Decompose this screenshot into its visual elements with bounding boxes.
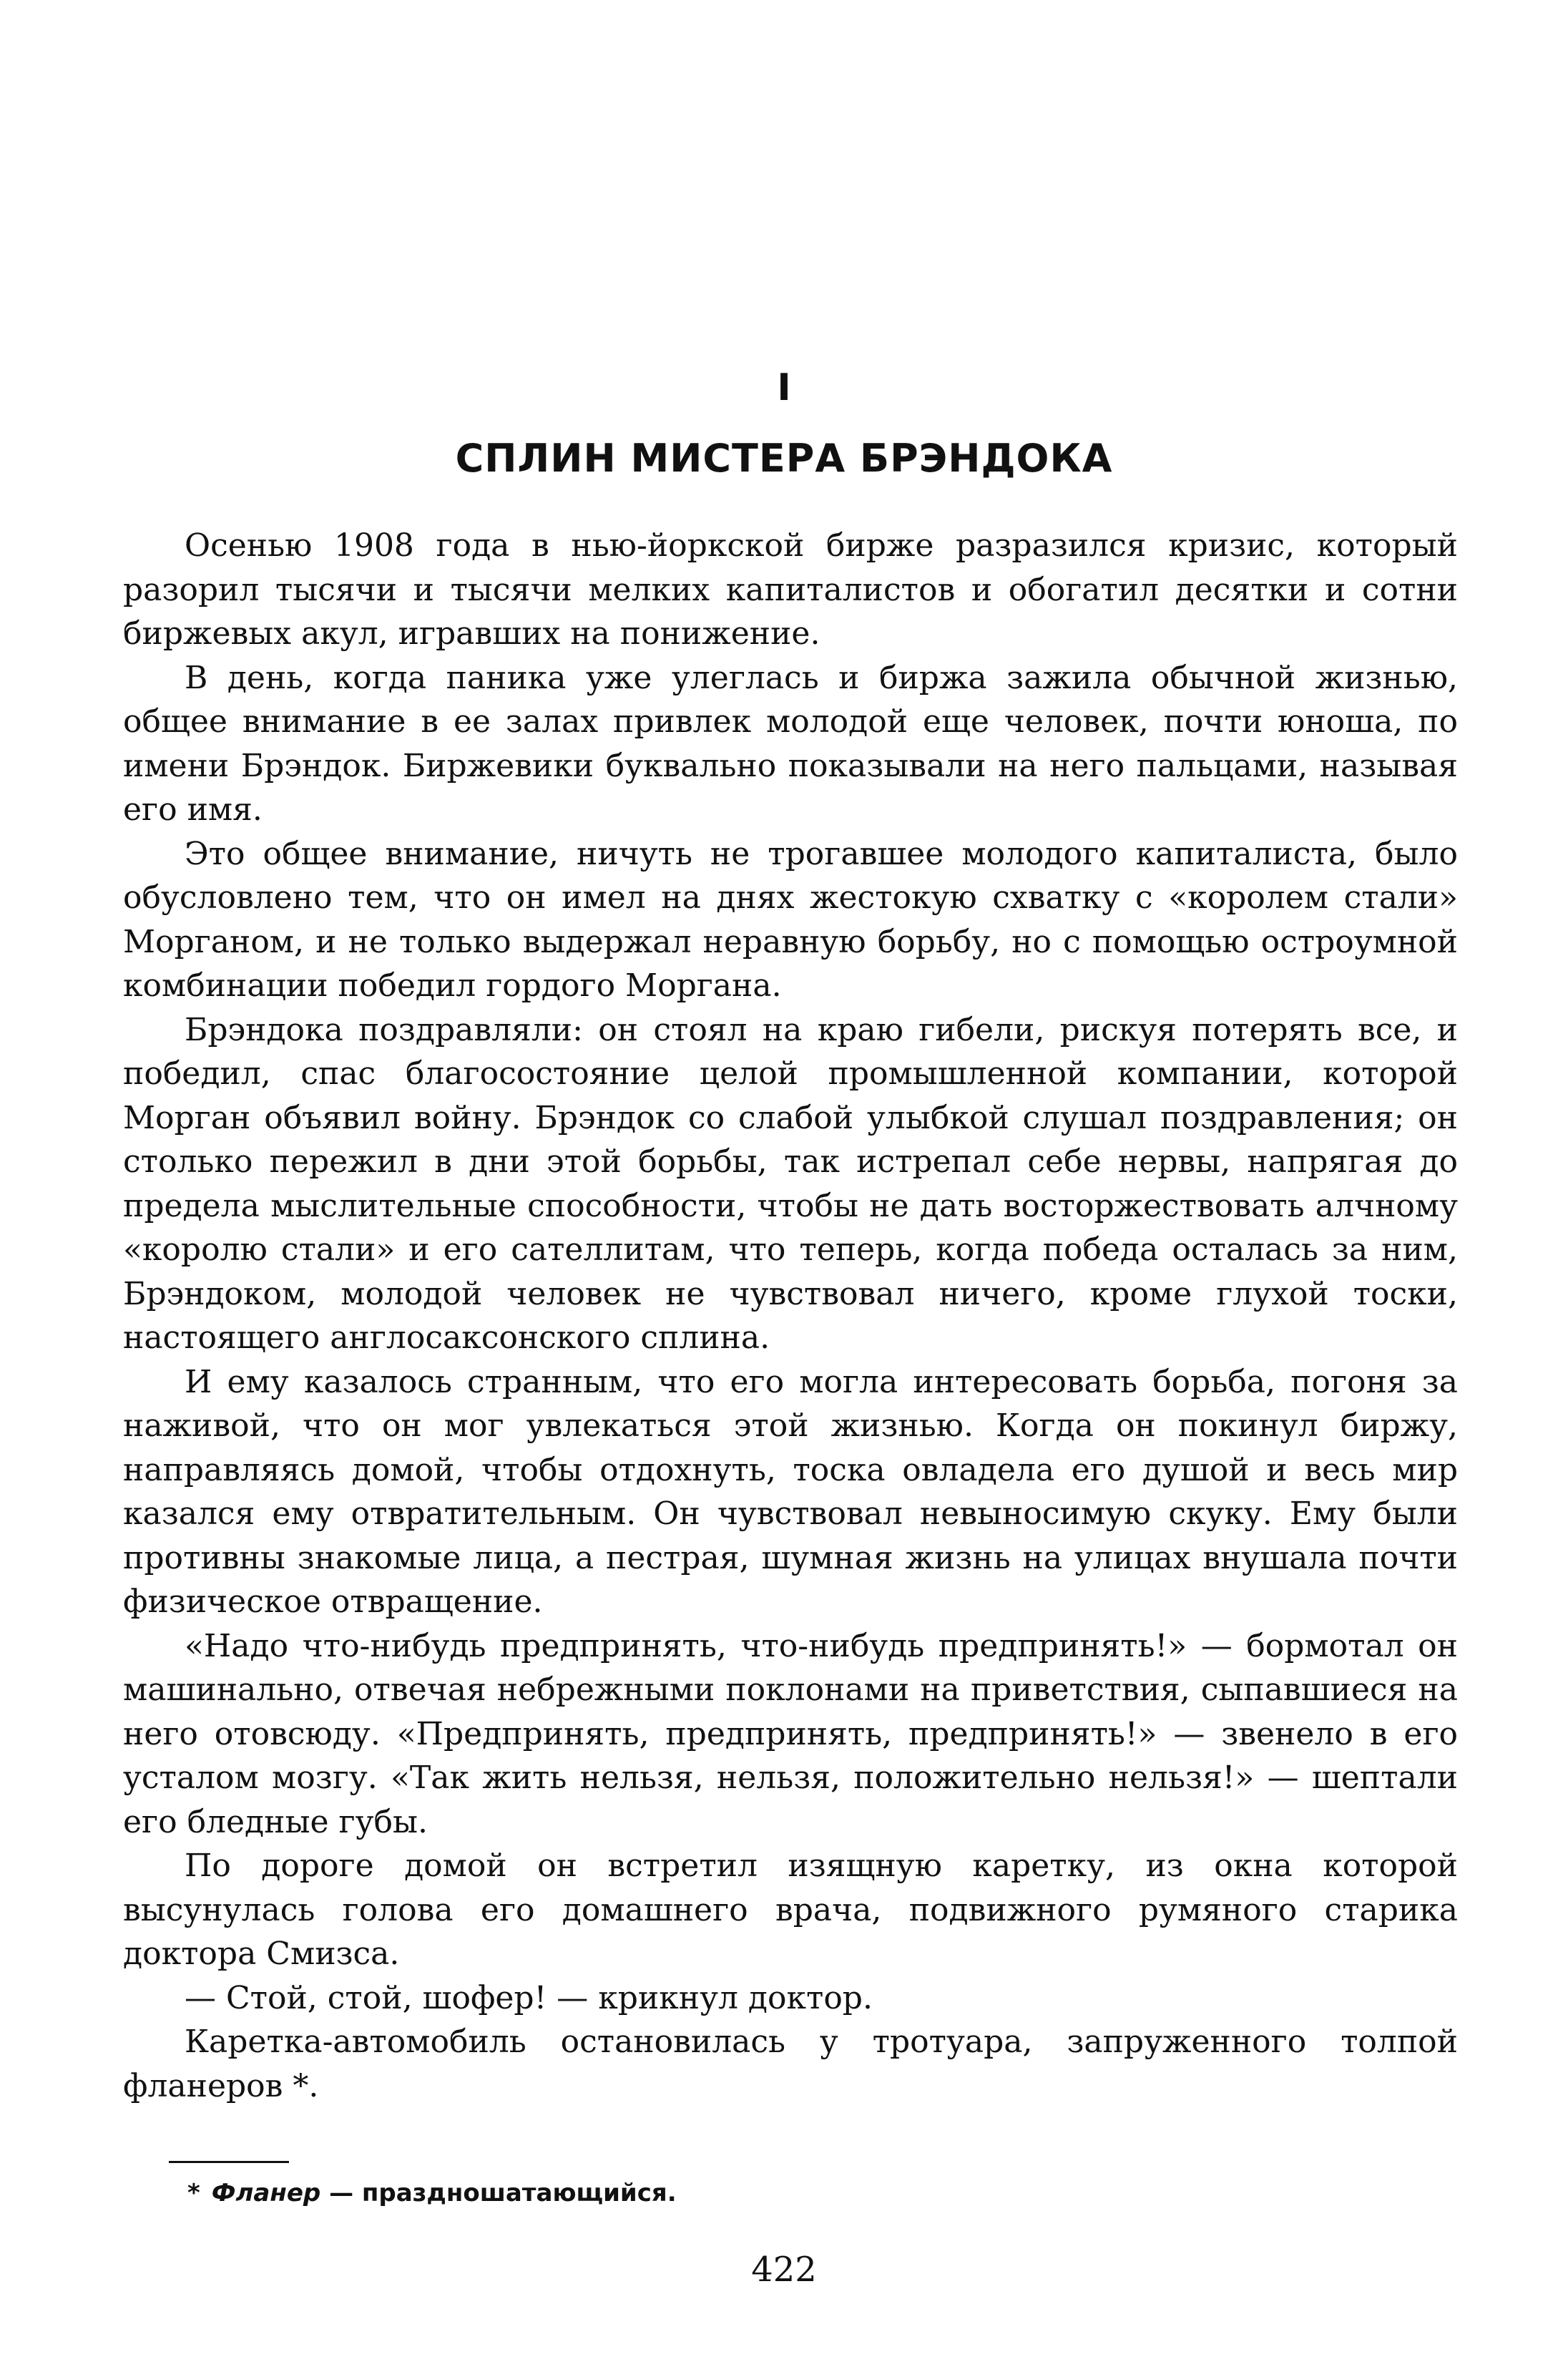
paragraph-5: И ему казалось странным, что его могла интересовать борьба, погоня за наживой, что он мог увлекаться этой жизнью. Когда он покинул биржу, направляясь домой, чтобы отдохнуть, тоска овладела его душой и весь мир казался ему отвратительным. Он чувствовал невыносимую скуку. Ему были противны знакомые лица, а пестрая, шумная жизнь на улицах внушала почти физическое отвращение.: [123, 1363, 1458, 1620]
paragraph-9: Каретка-автомобиль остановилась у тротуара, запруженного толпой фланеров *.: [123, 2024, 1458, 2104]
chapter-number: I: [777, 366, 791, 409]
chapter-title: СПЛИН МИСТЕРА БРЭНДОКА: [455, 436, 1113, 481]
body-text: [123, 524, 1458, 2108]
footnote: [187, 2175, 677, 2211]
paragraph-4: Брэндока поздравляли: он стоял на краю гибели, рискуя потерять все, и победил, спас благосостояние целой промышленной компании, которой Морган объявил войну. Брэндок со слабой улыбкой слушал поздравления; он столько пережил в дни этой борьбы, так истрепал себе нервы, напрягая до предела мыслительные способности, чтобы не дать восторжествовать алчному «королю стали» и его сателлитам, что теперь, когда победа осталась за ним, Брэндоком, молодой человек не чувствовал ничего, кроме глухой тоски, настоящего англосаксонского сплина.: [123, 1011, 1458, 1356]
paragraph-1: Осенью 1908 года в нью-йоркской бирже разразился кризис, который разорил тысячи и тысячи мелких капиталистов и обогатил десятки и сотни биржевых акул, игравших на понижение.: [123, 527, 1458, 652]
paragraph-7: По дороге домой он встретил изящную каретку, из окна которой высунулась голова его домашнего врача, подвижного румяного старика доктора Смизса.: [123, 1848, 1458, 1972]
footnote-marker: *: [187, 2179, 200, 2207]
footnote-definition: — праздношатающийся.: [320, 2179, 677, 2207]
paragraph-6: «Надо что-нибудь предпринять, что-нибудь предпринять!» — бормотал он машинально, отвечая небрежными поклонами на приветствия, сыпавшиеся на него отовсюду. «Предпринять, предпринять, предпринять!» — звенело в его усталом мозгу. «Так жить нельзя, нельзя, положительно нельзя!» — шептали его бледные губы.: [123, 1627, 1458, 1840]
paragraph-8: — Стой, стой, шофер! — крикнул доктор.: [185, 1979, 873, 2016]
paragraph-3: Это общее внимание, ничуть не трогавшее молодого капиталиста, было обусловлено тем, что он имел на днях жестокую схватку с «королем стали» Морганом, и не только выдержал неравную борьбу, но с помощью остроумной комбинации победил гордого Моргана.: [123, 835, 1458, 1004]
paragraph-2: В день, когда паника уже улеглась и биржа зажила обычной жизнью, общее внимание в ее залах привлек молодой еще человек, почти юноша, по имени Брэндок. Биржевики буквально показывали на него пальцами, называя его имя.: [123, 659, 1458, 828]
footnote-term: Фланер: [211, 2179, 321, 2207]
footnote-divider: [169, 2161, 289, 2163]
page-number: 422: [751, 2250, 817, 2290]
